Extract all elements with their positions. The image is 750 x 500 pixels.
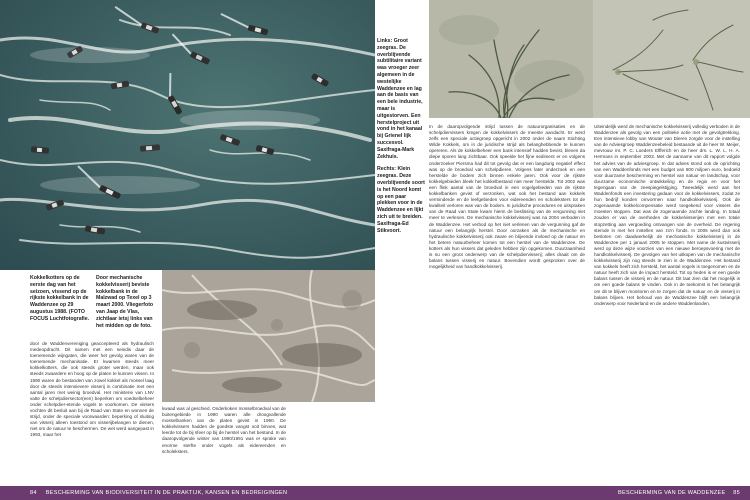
aerial-fishing-boats-photo — [0, 0, 375, 270]
left-col2-text: kwaad was al geschied. Onderkoken mosselbroedval van de buitengebiede in 1990 waren alle droogvallende mosselbanken van de platen gevist in 1990. De kokkelvissers hadden de goedste vangst ooit binnen, wat leerde tot de bij sfeer op bij de herstel van het bestand. In de daaropvolgende winter van 1990/1991 was er sprake van enorme sterfte onder vogels als eidereenden en scholeksters. — [162, 406, 286, 454]
right-col2-text: Uiteindelijk werd de mechanische kokkelvisserij volledig verboden in de Waddenzee als gevolg van een politieke actie met de gevolgtrekking. Een intensieve lobby van Wouter van Dieren zorgde voor de instelling van de Adviesgroep Waddenzeebeleid bestaande uit de heer W. Meijer, mevrouw mr. P. C. Loeders Elfferich en de heer drs. L. W. L. H. A. Hermans in september 2003. Met de aanname van dit rapport volgde het advies van de adviesgroep. In dat advies stond ook de oprichting van een Waddenfonds met een budget van 800 miljoen euro, bedoeld voor duurzame bescherming en herstel van natuur en landschap, voor duurzame economische ontwikkeling en de regio en voor het tegengaan van de zeespiegelstijging. Tweedelijk werd aan het Waddenfonds een investering gedaan voor de kokkelvissers, zodat ze hun bedrijf konden omvormen naar handkokkelvisserij. Ook de zogenaamde kokkelcompensatie werd toegekend voor vissers die moesten stoppen. Dat was de zogenaamde zachte landing. In totaal zouden er van de overheden de kokkelvisserijen met een totale stopzetting aan vergoeding ontvangen van de overheid. De regering stemde in met het instellen van zo'n fonds. In 2005 werd dan ook besloten om daadwerkelijk de mechanische kokkelvisserij in de Waddenzee per 1 januari 2005 te stoppen. Met name de kustvisserij werd op deze wijze voorzien van een nieuwe beroepsvoering met de handkokkelvisserij. De gevolgen van het uitkopen van de mechanische kokkelvisserij zijn nog steeds te zien in de Waddenzee. Het bestand van kokkels heeft zich hersteld, het aantal vogels is toegenomen en de natuur heeft zich van de impact hersteld. Tot op heden is er een goede balans tussen de visserij en de natuur. Dit laat zien dat het mogelijk is om een goede balans te vinden. Ook in de toekomst is het belangrijk om dit te blijven monitoren en te zorgen dat de natuur en de visserij in balans blijven. Het behoud van de Waddenzee blijft een belangrijk onderwerp voor Nederland en de andere Waddenlanden. — [594, 124, 740, 306]
mudflat-caption-text: Door mechanische kokkelvisserij beviste kokkelbank in de Malzwad op Texel op 3 maart 2000. Vliegerfoto van Jaap de Vlas, zichtlaar ietsj links van het midden op de foto. — [96, 275, 154, 329]
seagrass-right-caption: Rechts: Klein zeegras. Deze overblijvende soort is het Noord komt op een paar plekken voor in de Waddenzee en lijkt zich uit te breiden. Saxifraga-Ed Stikvoort. — [377, 166, 425, 234]
seagrass-captions — [377, 38, 425, 240]
klein-zeegras-photo — [593, 0, 750, 118]
mudflat-caption — [96, 275, 158, 335]
seagrass-left-caption: Links: Groot zeegras. De overblijvende subtilitaire variant was vroeger zeer algemeen in de westelijke Waddenzee en lag aan de basis van een bele industrie, maar is uitgestorven. Een herstelproject uit vond in het kanaal bij Grienel lijk succesvol. Saxifraga-Mark Zekhuis. — [377, 38, 423, 160]
right-footer-title: BESCHERMING VAN DE WADDENZEE — [618, 490, 726, 496]
aerial-caption-text: Kokkelkotters op de eerste dag van het seizoen, vissend op de rijkste kokkelbank in de Waddenzee op 29 augustus 1988. (FOTO FOCUS Luchtfotografie. — [30, 275, 90, 322]
right-page-footer — [375, 486, 750, 500]
klein-zeegras-graphic — [593, 0, 750, 118]
groot-zeegras-graphic — [429, 0, 593, 118]
left-col1-text: door de Waddenvereniging geaccepteerd als hydraulisch medeopdracht. Dit samen met een seindis daar de toenemende wijngaten, die weer het gevolg waren van de toenemende mechanisatie. Er kwamen steeds meer kokkelkotters, die ook steeds groter werden, maar ook steeds zwaardere en hoog op de platen te kunnen vissen. In 1990 waren de bestanden van zowel kokkel als mossel laag door de steeds intensievere visserij in combinatie met een aantal jaren met weinig broedval. Het ministerie van LNV vatte de schelpdiersector(een) beperken om voedselbeheer onder schelpdier-etende vogels te voorkomen. De vissers vochten dit besluit aan bij de Raad van State en wonnen de strijd, onder de speciale voorwaarden: beperking of sluiting van visserij alleen toestond om visserijbelangen te dienen, niet om de natuur te beschermen. De wet werd aangepast in 1993, maar het — [30, 341, 154, 438]
right-page-number: 85 — [733, 490, 740, 496]
aerial-photo-graphic — [0, 0, 375, 270]
aerial-photo-caption — [30, 275, 92, 329]
right-body-column-1 — [429, 124, 585, 273]
left-footer-title: BESCHERMING VAN BIODIVERSITEIT IN DE PRAKTIJK, KANSEN EN BEDREIGINGEN — [45, 490, 288, 496]
left-body-column-2 — [162, 406, 286, 458]
left-page-footer — [0, 486, 375, 500]
right-col1-text: In de daaropvolgende strijd tussen de natuurorganisaties en de schelpdiervissers kregen de kokkelvissers de meeste aandacht. Er werd zelfs een speciale actiegroep opgericht in 2002 onder de naam Stichting Wilde Kokkels, om in de juridische strijd als belanghebbende te kunnen opereren. Als de kokkelbeheer een bank intensief hadden bevist, bleven da diepe sporen lang zichtbaar. Ook speelde het fijne sediment er en volgens onderzoeker Piersma had dit tot gevolg dat er een langdurig negatief effect was op de broedval van schelpdieren. Volgens later onderzoek en een herstelde de bodem zich binnen enkele jaren. Ook voor de rijkste kokkelgebieden bleek het kokkelbestand niet meer herstelde. Tot 2002 was een flink aantal van de broedval in een vogelgebieden van de rijkste kokkelbanken gevist of verzonken, wat ook het bestand aan kokkels verminderde en de leefgebieden voor eidereenden en scholeksters tot de kwaliteit verloren was van de bodem. In juridische procedures en uitspraken van de Raad van State kwam hierin de beslissing van de vergunning niet meer te verlenen. De mechanische kokkelvisserij was na 2004 verboden in de Waddenzee. Het verbod op het niet verlenen van de vergunning gaf de natuur een belangrijk herstel. Door oorzaken als de mechanische en hydraulische kokkelvisserij ook zware en blijvende invloed op de natuur en het betere natuurbeheer komen tot een herstel van de Waddenzee. De kotters als hun vissers dat geleden hebben zijn opgekomen. Duurzaamheid is nu een groot onderwerp van de schelpdiervisserij; alles draait om de balans tussen visserij en natuur. Bovendien wordt gesproken over de mogelijkheid van handkokkelvisserij. — [429, 124, 585, 270]
mudflat-photo — [162, 270, 375, 402]
left-page-number: 84 — [30, 490, 37, 496]
mudflat-graphic — [162, 270, 375, 402]
left-body-column-1 — [30, 341, 154, 442]
right-body-column-2 — [594, 124, 740, 310]
right-page — [375, 0, 750, 500]
groot-zeegras-photo — [429, 0, 593, 118]
